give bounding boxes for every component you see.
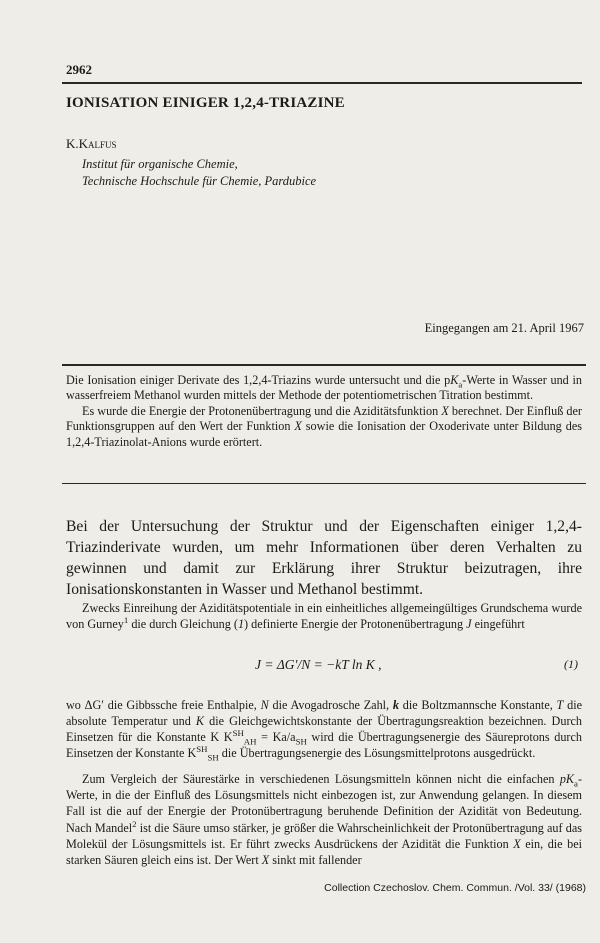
abstract-sub: a: [458, 379, 463, 390]
body-text: wird die Übertragungsenergie des Säureprotons durch Einsetzen der Konstante K: [66, 730, 582, 760]
subscript: SH: [207, 752, 219, 763]
var-T: T: [556, 698, 564, 712]
abstract-text: Es wurde die Energie der Protonenübertragung und die Aziditätsfunktion: [82, 403, 442, 418]
abstract-paragraph-2: [66, 404, 582, 450]
abstract-text: -Werte in Wasser und in wasserfreiem Methanol wurden mittels der Methode der potentiometrischen Titration bestimmt.: [66, 373, 582, 403]
subscript: a: [574, 778, 578, 789]
body-paragraph-1: [66, 600, 582, 632]
equation-number: (1): [564, 657, 578, 671]
body-text: = Ka/a: [256, 730, 296, 744]
body-text: Zum Vergleich der Säurestärke in verschiedenen Lösungsmitteln können nicht die einfachen: [82, 772, 560, 786]
abstract-top-rule: [62, 364, 586, 366]
abstract-paragraph-1: [66, 373, 582, 404]
abstract: [66, 373, 582, 450]
body-text: die absolute Temperatur und: [66, 698, 582, 728]
var-K: K: [195, 714, 205, 728]
affiliation-line-1: Institut für organische Chemie,: [82, 157, 238, 171]
equation-reference: 1: [237, 617, 245, 631]
superscript: SH: [196, 743, 208, 754]
reference-marker: 2: [132, 818, 137, 829]
body-text: die Boltzmannsche Konstante,: [398, 698, 557, 712]
body-text: Zwecks Einreihung der Aziditätspotentiale in ein einheitliches allgemeingültiges Grundschema wurde von Gurney: [66, 601, 582, 631]
author-name: K.Kalfus: [66, 136, 117, 151]
abstract-var-X: X: [441, 403, 449, 418]
body-text: wo ΔG′ die Gibbssche freie Enthalpie,: [66, 698, 261, 712]
body-text: die Gleichgewichtskonstante der Übertragungsreaktion bezeichnen. Durch Einsetzen für die Konstante K K: [66, 714, 583, 744]
var-X: X: [261, 853, 270, 868]
var-k: k: [392, 698, 399, 712]
intro-paragraph: Bei der Untersuchung der Struktur und der Eigenschaften einiger 1,2,4-Triazinderivate wurden, um mehr Informationen über deren Verhalten zu gewinnen und damit zur Erklärung ihrer Struktur beizutragen, ihre Ionisationskonstanten in Wasser und Methanol bestimmt.: [66, 518, 582, 598]
body-text: sinkt mit fallender: [269, 853, 362, 868]
body-text: die Übertragungsenergie des Lösungsmittelprotons ausgedrückt.: [218, 746, 536, 760]
abstract-var-K: K: [450, 373, 459, 387]
equation-formula: J = ΔG′/N = −kT ln K ,: [255, 657, 382, 672]
reference-marker: 1: [123, 614, 129, 625]
body-text: ein, die bei starken Säuren gleich eins ist. Der Wert: [66, 836, 583, 868]
page-number: 2962: [66, 62, 92, 77]
body-paragraph-2: [66, 697, 582, 761]
body-text: eingeführt: [471, 617, 525, 631]
received-date: Eingegangen am 21. April 1967: [424, 321, 584, 335]
abstract-text: Die Ionisation einiger Derivate des 1,2,4-Triazins wurde untersucht und die p: [66, 373, 451, 387]
abstract-text: berechnet. Der Einfluß der Funktionsgruppen auf den Wert der Funktion: [66, 403, 582, 434]
subscript: AH: [243, 736, 257, 747]
abstract-var-X: X: [294, 419, 302, 434]
abstract-bottom-rule: [62, 483, 586, 484]
var-N: N: [260, 698, 269, 712]
var-pKa: pK: [559, 772, 575, 786]
header-rule: [62, 82, 582, 84]
var-X: X: [513, 836, 521, 851]
var-J: J: [466, 617, 472, 631]
body-text: ) definierte Energie der Protonenübertragung: [244, 617, 467, 631]
abstract-text: sowie die Ionisation der Oxoderivate unter Bildung des 1,2,4-Triazinolat-Anions wurde erörtert.: [66, 419, 582, 449]
article-title: IONISATION EINIGER 1,2,4-TRIAZINE: [66, 95, 345, 111]
journal-footer: Collection Czechoslov. Chem. Commun. /Vol. 33/ (1968): [324, 882, 586, 894]
body-text: die Avogadrosche Zahl,: [268, 698, 393, 712]
superscript: SH: [232, 727, 244, 738]
affiliation-line-2: Technische Hochschule für Chemie, Pardubice: [82, 174, 317, 188]
body-text: -Werte, in die der Einfluß des Lösungsmittels nicht einbezogen ist, zur Anwendung gelangen. In diesem Fall ist die auf der Energie der Protonübertragung beruhende Definition der Azidität von Bedeutung. Nach Mandel: [66, 772, 582, 835]
body-paragraph-3: [66, 771, 582, 868]
subscript: SH: [295, 736, 307, 747]
body-text: ist die Säure umso stärker, je größer die Wahrscheinlichkeit der Protonübertragung auf das Molekül der Lösungsmittels ist. Er führt zwecks Ausdrückens der Azidität die Funktion: [66, 820, 582, 851]
body-text: die durch Gleichung (: [128, 617, 238, 631]
